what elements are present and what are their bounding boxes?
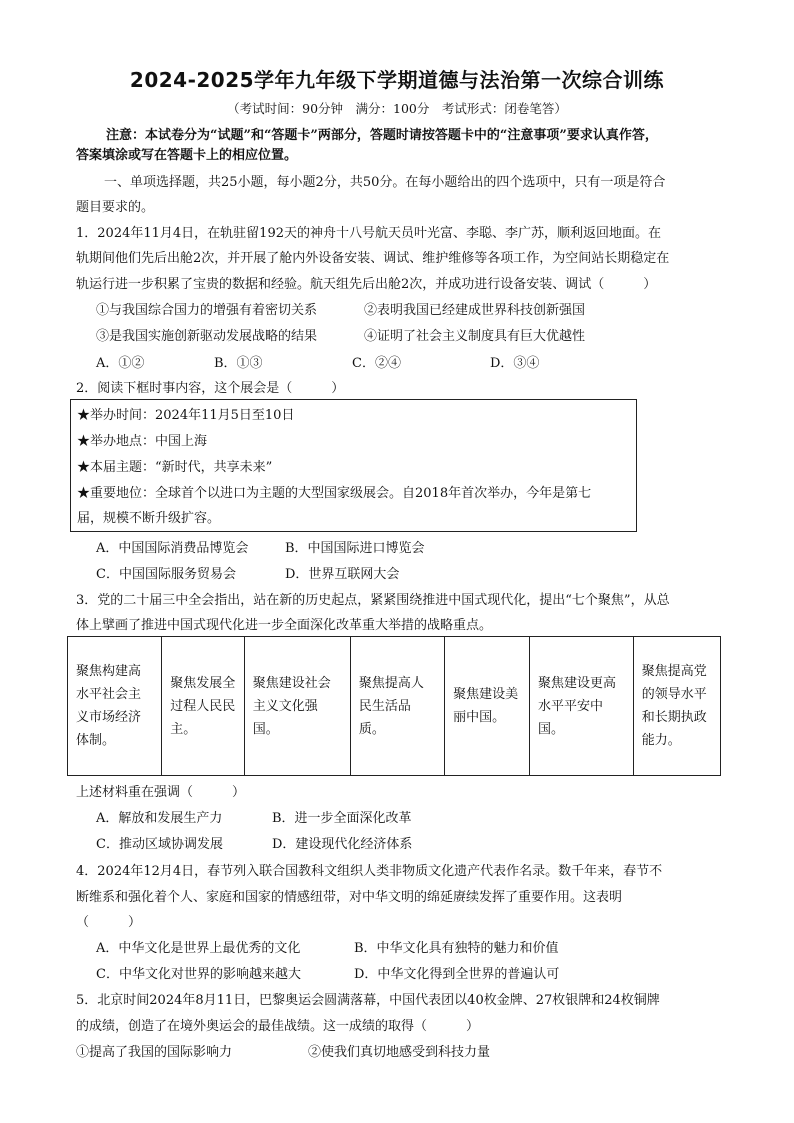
- q5-item-1: ①提高了我国的国际影响力: [76, 1045, 233, 1060]
- q3-stem-1: 3．党的二十届三中全会指出，站在新的历史起点，紧紧围绕推进中国式现代化，提出“七个聚焦”，从总: [76, 593, 670, 608]
- q1-stem-1: 1．2024年11月4日，在轨驻留192天的神舟十八号航天员叶光富、李聪、李广苏，顺利返回地面。在: [76, 226, 661, 241]
- q4-stem-3: （ ）: [76, 915, 142, 930]
- q3-option-a: A．解放和发展生产力: [96, 811, 223, 826]
- q2-option-d: D．世界互联网大会: [285, 567, 400, 582]
- notice-line-2: 答案填涂或写在答题卡上的相应位置。: [76, 148, 298, 163]
- q3-cell-3: 聚焦建设社会主义文化强国。: [244, 637, 350, 776]
- q4-option-b: B．中华文化具有独特的魅力和价值: [354, 941, 559, 956]
- q4-option-d: D．中华文化得到全世界的普遍认可: [354, 967, 560, 982]
- q3-cell-5: 聚焦建设美丽中国。: [445, 637, 530, 776]
- q4-stem-2: 断维系和强化着个人、家庭和国家的情感纽带，对中华文明的绵延赓续发挥了重要作用。这表明: [76, 890, 623, 905]
- q2-box-line-4: ★重要地位：全球首个以进口为主题的大型国家级展会。自2018年首次举办，今年是第七: [77, 486, 592, 501]
- q1-item-3: ③是我国实施创新驱动发展战略的结果: [96, 329, 318, 344]
- section1-intro-2: 题目要求的。: [76, 200, 155, 215]
- table-row: [68, 637, 721, 776]
- q3-option-c: C．推动区域协调发展: [96, 837, 223, 852]
- q1-item-1: ①与我国综合国力的增强有着密切关系: [96, 303, 318, 318]
- q3-cell-4: 聚焦提高人民生活品质。: [350, 637, 444, 776]
- q3-option-b: B．进一步全面深化改革: [272, 811, 412, 826]
- q2-box-line-2: ★举办地点：中国上海: [77, 434, 208, 449]
- q5-stem-2: 的成绩，创造了在境外奥运会的最佳战绩。这一成绩的取得（ ）: [76, 1019, 480, 1034]
- q3-after: 上述材料重在强调（ ）: [76, 785, 246, 800]
- q3-option-d: D．建设现代化经济体系: [272, 837, 413, 852]
- q2-option-c: C．中国国际服务贸易会: [96, 567, 236, 582]
- q2-option-b: B．中国国际进口博览会: [285, 541, 425, 556]
- q4-option-a: A．中华文化是世界上最优秀的文化: [96, 941, 301, 956]
- q1-item-2: ②表明我国已经建成世界科技创新强国: [364, 303, 586, 318]
- q3-cell-1: 聚焦构建高水平社会主义市场经济体制。: [68, 637, 162, 776]
- q3-stem-2: 体上擘画了推进中国式现代化进一步全面深化改革重大举措的战略重点。: [76, 618, 493, 633]
- q1-option-a: A．①②: [96, 356, 145, 371]
- section1-intro-1: 一、单项选择题，共25小题，每小题2分，共50分。在每小题给出的四个选项中，只有一项是符合: [104, 175, 666, 190]
- q2-box-line-5: 届，规模不断升级扩容。: [77, 511, 221, 526]
- q5-stem-1: 5．北京时间2024年8月11日，巴黎奥运会圆满落幕，中国代表团以40枚金牌、27枚银牌和24枚铜牌: [76, 993, 660, 1008]
- q5-item-2: ②使我们真切地感受到科技力量: [308, 1045, 491, 1060]
- q2-stem: 2．阅读下框时事内容，这个展会是（ ）: [76, 381, 345, 396]
- q3-cell-7: 聚焦提高党的领导水平和长期执政能力。: [633, 637, 720, 776]
- notice-line-1: 注意：本试卷分为“试题”和“答题卡”两部分，答题时请按答题卡中的“注意事项”要求认真作答，: [106, 128, 658, 143]
- q4-stem-1: 4．2024年12月4日，春节列入联合国教科文组织人类非物质文化遗产代表作名录。数千年来，春节不: [76, 864, 663, 879]
- q1-item-4: ④证明了社会主义制度具有巨大优越性: [364, 329, 586, 344]
- q3-cell-2: 聚焦发展全过程人民民主。: [162, 637, 245, 776]
- q1-option-b: B．①③: [214, 356, 263, 371]
- q1-stem-3: 轨运行进一步积累了宝贵的数据和经验。航天组先后出舱2次，并成功进行设备安装、调试（ ）: [76, 277, 657, 292]
- q3-focus-table: [67, 636, 721, 776]
- q1-option-d: D．③④: [490, 356, 540, 371]
- q4-option-c: C．中华文化对世界的影响越来越大: [96, 967, 301, 982]
- q3-cell-6: 聚焦建设更高水平平安中国。: [530, 637, 634, 776]
- q2-news-box: [70, 399, 637, 532]
- exam-subtitle: （考试时间：90分钟 满分：100分 考试形式：闭卷笔答）: [227, 101, 567, 116]
- exam-title: 2024-2025学年九年级下学期道德与法治第一次综合训练: [129, 68, 665, 92]
- q2-box-line-1: ★举办时间：2024年11月5日至10日: [77, 408, 295, 423]
- q1-stem-2: 轨期间他们先后出舱2次，并开展了舱内外设备安装、调试、维护维修等各项工作，为空间站长期稳定在: [76, 251, 670, 266]
- q2-box-line-3: ★本届主题：“新时代，共享未来”: [77, 460, 273, 475]
- q2-option-a: A．中国国际消费品博览会: [96, 541, 249, 556]
- q1-option-c: C．②④: [352, 356, 401, 371]
